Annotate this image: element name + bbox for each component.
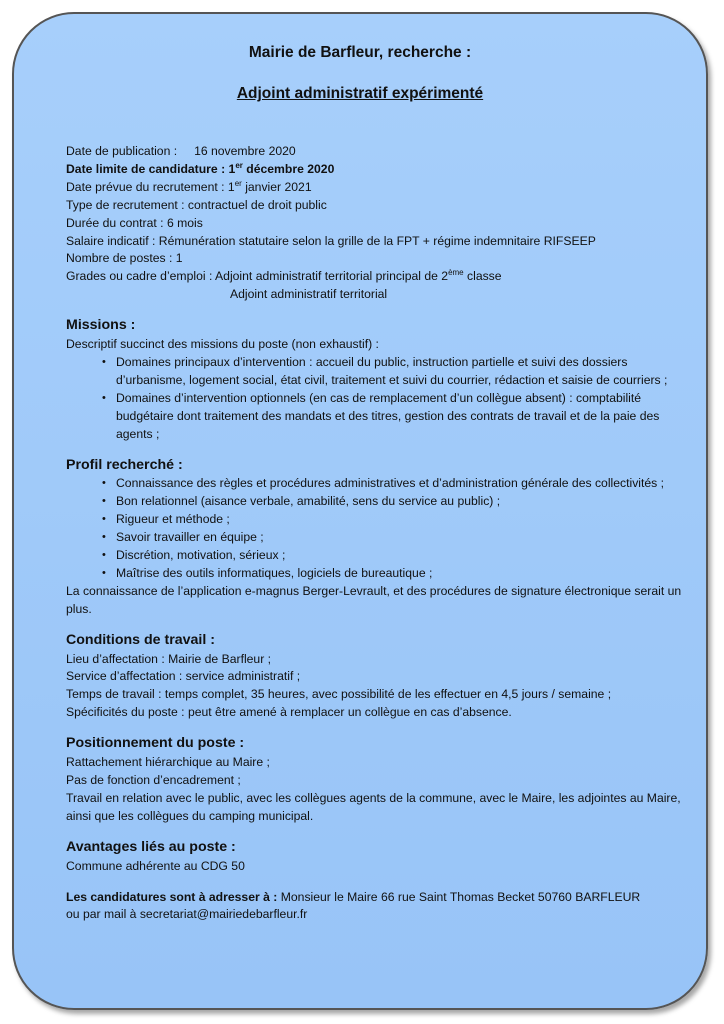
list-item: • Savoir travailler en équipe ; [66,529,696,547]
missions-intro: Descriptif succinct des missions du poste (non exhaustif) : [66,337,379,352]
recruitment-date: Date prévue du recrutement : 1er janvier 2021 [66,178,312,194]
grades: Grades ou cadre d’emploi : Adjoint administratif territorial principal de 2ème classe [66,268,502,284]
bullet-icon: • [102,531,106,544]
application-deadline: Date limite de candidature : 1er décembre 2020 [66,160,335,176]
bullet-icon: • [102,549,106,562]
conditions-heading: Conditions de travail : [66,631,215,648]
list-item: • Connaissance des règles et procédures administratives et d’administration générale des collectivités ; [66,475,696,493]
bullet-icon: • [102,391,106,404]
grades-second: Adjoint administratif territorial [230,287,388,302]
job-title: Adjoint administratif expérimenté [236,85,484,102]
profile-heading: Profil recherché : [66,456,183,473]
list-item: • Domaines principaux d’intervention : accueil du public, instruction partielle et suivi des dossiers d’urbanisme, logement social, état civil, traitement et suivi du courrier, rédaction et saisie de courriers ; [102,354,668,387]
application-address: Les candidatures sont à adresser à : Monsieur le Maire 66 rue Saint Thomas Becket 50760 BARFLEUR [66,889,641,904]
list-item: • Discrétion, motivation, sérieux ; [66,547,696,565]
list-item: • Rigueur et méthode ; [66,511,696,529]
bullet-icon: • [102,566,106,579]
list-item: • Domaines d’intervention optionnels (en cas de remplacement d’un collègue absent) : comptabilité budgétaire dont traitement des mandats et des titres, gestion des contrats de travail et de la paie des agents ; [102,390,660,441]
missions-list [66,354,696,444]
application-email: ou par mail à secretariat@mairiedebarfleur.fr [66,907,308,922]
bullet-icon: • [102,477,106,490]
relations: Travail en relation avec le public, avec les collègues agents de la commune, avec le Maire, les adjointes au Maire, ainsi que les collègues du camping municipal. [66,790,681,823]
profile-list [66,475,696,582]
list-item: • Bon relationnel (aisance verbale, amabilité, sens du service au public) ; [66,493,696,511]
bullet-icon: • [102,355,106,368]
profile-note: La connaissance de l’application e-magnus Berger-Levrault, et des procédures de signature électronique serait un plus. [66,583,682,616]
bullet-icon: • [102,495,106,508]
benefits-heading: Avantages liés au poste : [66,838,236,855]
number-of-positions: Nombre de postes : 1 [66,251,183,266]
salary: Salaire indicatif : Rémunération statutaire selon la grille de la FPT + régime indemnitaire RIFSEEP [66,233,596,248]
work-service: Service d’affectation : service administratif ; [66,669,301,684]
contract-duration: Durée du contrat : 6 mois [66,215,203,230]
posting-body [66,143,696,924]
work-specifics: Spécificités du poste : peut être amené à remplacer un collègue en cas d’absence. [66,705,512,720]
missions-heading: Missions : [66,317,136,334]
bullet-icon: • [102,513,106,526]
benefits-line: Commune adhérente au CDG 50 [66,858,245,873]
recruitment-type: Type de recrutement : contractuel de droit public [66,197,327,212]
publication-date: Date de publication : 16 novembre 2020 [66,144,296,158]
list-item: • Maîtrise des outils informatiques, logiciels de bureautique ; [66,565,696,583]
positioning-heading: Positionnement du poste : [66,735,245,752]
management: Pas de fonction d’encadrement ; [66,773,241,787]
work-time: Temps de travail : temps complet, 35 heures, avec possibilité de les effectuer en 4,5 jours / semaine ; [66,687,612,702]
work-location: Lieu d’affectation : Mairie de Barfleur ; [66,651,272,666]
hierarchy: Rattachement hiérarchique au Maire ; [66,755,270,770]
posting-title: Mairie de Barfleur, recherche : [248,44,472,61]
